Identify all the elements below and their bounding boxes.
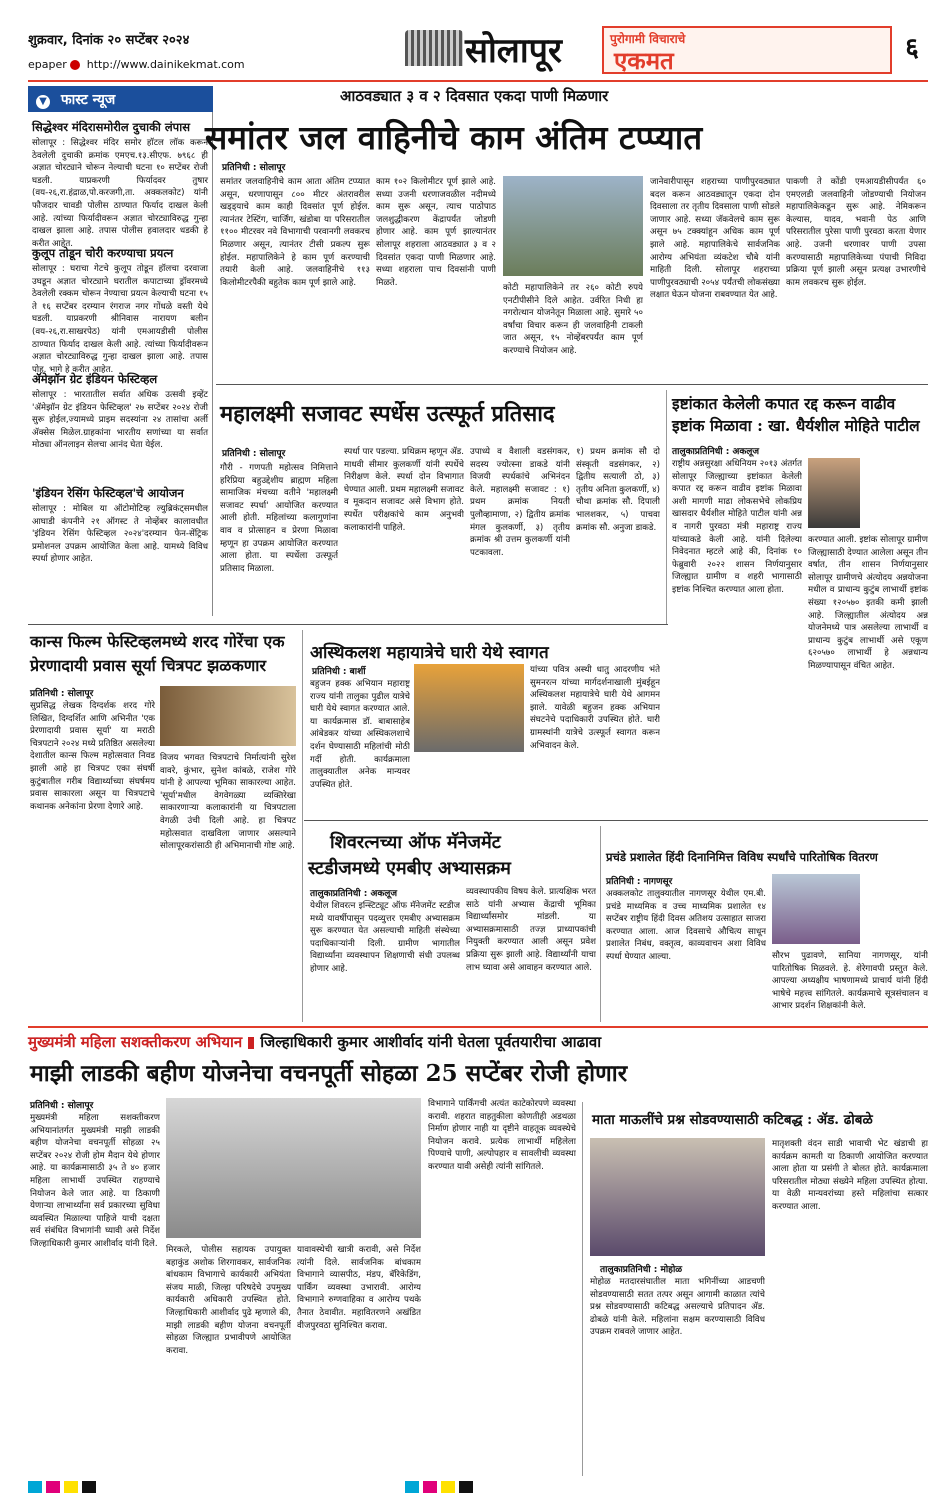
brief-body: सोलापूर : घराचा गेटचे कुलूप तोडून हॉलचा दरवाजा उघडून अज्ञात चोरट्याने घरातील कपाटाच्या ड्रॉवरमध्ये ठेवलेली रक्कम चोरून नेण्याचा प्रयत्न केल्याची घटना १५ ते १६ सप्टेंबर दरम्यान रंगराज नगर गोंधळे वस्ती येथे घडली. याप्रकरणी श्रीनिवास नारायण बलीन (वय-२६,रा.साखरपेठ) यांनी एमआयडीसी पोलीस ठाण्यात फिर्याद दाखल केली आहे. त्यांच्या फिर्यादीवरून अज्ञात चोरट्याविरुद्ध गुन्हा दाखल झाला आहे. तपास पोह. भागे हे करीत आहेत. xyxy=(32,264,208,375)
brief-title: ॲमेझॉन ग्रेट इंडियन फेस्टिव्हल xyxy=(32,372,158,386)
brief-body: सोलापूर : मोबिल या ऑटोमोटिव्ह ल्युब्रिकंट्समधील आघाडी कंपनीने २१ ऑगस्ट ते नोव्हेंबर कालावधीत 'इंडियन रेसिंग फेस्टिव्हल २०२४'दरम्यान फेन-सेंट्रिक प्रमोशनल उपक्रम आयोजित केला आहे. यामध्ये विविध स्पर्धा होणार आहेत. xyxy=(32,504,208,565)
building-icon xyxy=(405,30,463,66)
fast-news-title: फास्ट न्यूज xyxy=(60,92,116,108)
article-column: कोटी महापालिकेने तर २६० कोटी रुपये एनटीपीसीने दिले आहेत. उर्वरित निधी हा नगरोत्थान योजनेतून मिळाला आहे. सुमारे ५० वर्षांचा विचार करून ही जलवाहिनी टाकली जात असून, १५ नोव्हेंबरपर्यंत काम पूर्ण करण्याचे नियोजन आहे. xyxy=(503,283,643,356)
headline: माझी लाडकी बहीण योजनेचा वचनपूर्ती सोहळा 25 सप्टेंबर रोजी होणार xyxy=(30,1060,628,1087)
banner-topic: मुख्यमंत्री महिला सशक्तीकरण अभियान xyxy=(28,1033,243,1051)
fast-news-heading xyxy=(28,86,213,112)
headline: कान्स फिल्म फेस्टिव्हलमध्ये शरद गोरेंचा एक xyxy=(30,632,285,651)
headline: इष्टांक मिळावा : खा. धैर्यशील मोहिते पाटील xyxy=(672,416,920,435)
lead-headline: समांतर जल वाहिनीचे काम अंतिम टप्प्यात xyxy=(205,118,703,157)
city-title: सोलापूर xyxy=(465,31,562,71)
masthead-divider xyxy=(28,80,928,82)
article-column: काम १०२ किलोमीटर पूर्ण झाले आहे. सध्या उजनी धरणाजवळील नदीमध्ये काम सुरू असून, त्याच पाठोपाठ जलशुद्धीकरण केंद्रापर्यंत जोडणी होणार आहे. काम पूर्ण झाल्यानंतर सोलापूर शहराला आठवड्यात ३ व २ दिवसांत एकदा पाणी मिळणार आहे. सध्या शहराला पाच दिवसांनी पाणी मिळते. xyxy=(376,177,496,288)
article-column: यावावस्थेची खात्री करावी, असे निर्देश त्यांनी दिले. सार्वजनिक बांधकाम विभागाने व्यासपीठ, मंडप, बॅरिकेडिंग, पार्किंग व्यवस्था उभारावी. आरोग्य विभागाने रुग्णवाहिका व आरोग्य पथके तैनात ठेवावीत. महावितरणने अखंडित वीजपुरवठा सुनिश्चित करावा. xyxy=(297,1245,421,1331)
article-column: विजय भगवत चित्रपटाचे निर्मात्यांनी सुरेश वावरे, कुंभार, सुनेश कांबळे, राजेश गोरे यांनी हे आपल्या भूमिका साकारल्या आहेत. 'सूर्या'मधील वेगवेगळ्या व्यक्तिरेखा साकारणाऱ्या कलाकारांनी या चित्रपटाला वेगळी उंची दिली आहे. हा चित्रपट महोत्सवात दाखविला जाणार असल्याने सोलापूरकरांसाठी ही अभिमानाची गोष्ट आहे. xyxy=(160,753,296,852)
article-column: येथील शिवरत्न इन्स्टिट्यूट ऑफ मॅनेजमेंट स्टडीज मध्ये यावर्षीपासून पदव्युत्तर एमबीए अभ्यासक्रम सुरू करण्यात येत असल्याची माहिती संस्थेच्या पदाधिकाऱ्यांनी दिली. ग्रामीण भागातील विद्यार्थ्यांना व्यवस्थापन शिक्षणाची संधी उपलब्ध होणार आहे. xyxy=(310,901,460,974)
banner-separator xyxy=(248,1037,254,1049)
article-column: बहुजन हक्क अभियान महाराष्ट्र राज्य यांनी तालुका पुढील यात्रेचे घारी येथे स्वागत करण्यात आले. या कार्यक्रमास डॉ. बाबासाहेब आंबेडकर यांच्या अस्थिकलशाचे दर्शन घेण्यासाठी महिलांची मोठी गर्दी होती. कार्यक्रमाला तालुक्यातील अनेक मान्यवर उपस्थित होते. xyxy=(310,679,410,790)
byline: प्रतिनिधी : बार्शी xyxy=(312,667,366,677)
article-column: करण्यात आली. इष्टांक सोलापूर ग्रामीण जिल्ह्यासाठी देण्यात आलेला असून तीन वर्षात, तीन शासन निर्णयानुसार सोलापूर ग्रामीणचे अंत्योदय अन्नयोजना मधील व प्राधान्य कुटुंब लाभार्थी इष्टांक संख्या १२०५७० इतकी कमी झाली आहे. जिल्ह्यातील अंत्योदय अन्न योजनेमध्ये पात्र असलेल्या लाभार्थी व प्राधान्य कुटुंब लाभार्थी असे एकूण ६२०५७० लाभार्थी हे अन्नधान्य मिळण्यापासून वंचित आहेत. xyxy=(808,535,928,671)
article-column: यांच्या पवित्र अस्थी धातु आदरणीय भंते सुमनरत्न यांच्या मार्गदर्शनाखाली मुंबईहून अस्थिकलश महायात्रेचे घारी येथे आगमन झाले. यावेळी बहुजन हक्क अभियान संघटनेचे पदाधिकारी उपस्थित होते. घारी ग्रामस्थांनी यात्रेचे उत्स्फूर्त स्वागत करून अभिवादन केले. xyxy=(530,665,660,751)
column-rule xyxy=(302,630,303,1022)
article-column: पाकणी ते कोंडी एमआयडीसीपर्यंत ६० एमएलडी जलवाहिनी जोडण्याची नियोजन महापालिकेकडून सुरू आहे. नेमिकरून केल्यास, यादव, भवानी पेठ आणि परिसरातील पुरेसा पाणी पुरवठा करता येणार आहे. उजनी धरणावर पाणी उपसा करण्यासाठी महापालिकेच्या पंपाची निविदा प्रक्रिया पूर्ण झाली असून प्रत्यक्ष उभारणीचे काम लवकरच सुरू होईल. xyxy=(786,177,926,288)
headline: प्रचंडे प्रशालेत हिंदी दिनानिमित्त विविध स्पर्धांचे पारितोषिक वितरण xyxy=(606,850,878,864)
brand-tagline: पुरोगामी विचाराचे xyxy=(610,32,686,46)
brief-title: कुलूप तोडून चोरी करण्याचा प्रयत्न xyxy=(32,246,174,260)
brief-title: 'इंडियन रेसिंग फेस्टिव्हल'चे आयोजन xyxy=(32,486,184,500)
yellow-swatch xyxy=(441,1481,455,1493)
headline: महालक्ष्मी सजावट स्पर्धेस उत्स्फूर्त प्रतिसाद xyxy=(220,401,555,427)
section-divider xyxy=(216,384,928,385)
fast-news-sidebar xyxy=(28,86,213,616)
news-brief xyxy=(32,246,208,376)
byline: प्रतिनिधी : सोलापूर xyxy=(222,449,286,459)
website-link[interactable]: http://www.dainikekmat.com xyxy=(86,58,245,71)
news-brief xyxy=(32,120,208,250)
byline: प्रतिनिधी : सोलापूर xyxy=(30,1101,94,1111)
cyan-swatch xyxy=(28,1481,42,1493)
headline: शिवरत्नच्या ऑफ मॅनेजमेंट xyxy=(330,832,501,853)
byline: प्रतिनिधी : नागणसूर xyxy=(606,877,673,887)
banner-subtitle: जिल्हाधिकारी कुमार आशीर्वाद यांनी घेतला पूर्वतयारीचा आढावा xyxy=(260,1033,602,1051)
article-column: व्यवस्थापकीय विषय केले. प्रात्यक्षिक भरत साठे यांनी अभ्यास केंद्राची भूमिका विद्यार्थ्यांसमोर मांडली. या अभ्यासक्रमासाठी तज्ज्ञ प्राध्यापकांची नियुक्ती करण्यात आली असून प्रवेश प्रक्रिया सुरू झाली आहे. विद्यार्थ्यांनी याचा लाभ घ्यावा असे आवाहन करण्यात आले. xyxy=(466,887,596,973)
article-column: विभागाने पार्किंगची अत्यंत काटेकोरपणे व्यवस्था करावी. शहरात वाहतुकीला कोणतीही अडथळा निर्माण होणार नाही या दृष्टीने वाहतूक व्यवस्थेचे नियोजन करावे. प्रत्येक लाभार्थी महिलेला पिण्याचे पाणी, अल्पोपहार व सावलीची व्यवस्था करण्यात यावी असेही त्यांनी सांगितले. xyxy=(428,1099,576,1172)
article-column: १) प्रथम क्रमांक सौ दो संस्कृती वडसंगकर, २) द्वितीय सत्याली ठो, ३) तृतीय अनिता कुलकर्णी, ४) चौथा क्रमांक सौ. दिपाली भालशकर, ५) पाचवा क्रमांक सौ. अनुजा डाकडे. xyxy=(576,447,660,533)
brief-title: सिद्धेश्वर मंदिरासमोरील दुचाकी लंपास xyxy=(32,120,190,134)
brief-body: सोलापूर : भारतातील सर्वात अधिक उत्सवी इव्हेंट 'ॲमेझॉन ग्रेट इंडियन फेस्टिव्हल' २७ सप्टेंबर २०२४ रोजी सुरू होईल,ज्यामध्ये प्राइम सदस्यांना २४ तासांचा अर्ली ॲक्सेस मिळेल.ग्राहकांना भारतीय सणांच्या या सर्वात मोठ्या ऑनलाइन सेलचा आनंद घेता येईल. xyxy=(32,390,208,451)
page-number: ६ xyxy=(905,33,919,63)
article-column: समांतर जलवाहिनीचे काम आता अंतिम टप्प्यात असून, धरणापासून ८०० मीटर अंतरावरील खड्ड्याचे काम काही दिवसांत पूर्ण होईल. त्यानंतर टेस्टिंग, चार्जिंग, खंडोबा या परिसरातील ११०० मीटरवर नवे विभागाची परवानगी लवकरच मिळणार असून, त्यानंतर टीसी प्रकल्प सुरू होईल. महापालिकेने हे काम पूर्ण करण्याची तयारी केली आहे. जलवाहिनीचे ११३ किलोमीटरपैकी बहुतेक काम पूर्ण झाले आहे. xyxy=(220,177,370,288)
article-column: मिरकले, पोलीस सहायक उपायुक्त बहाकुंड अशोक शिरगावकर, सार्वजनिक बांधकाम विभागाचे कार्यकारी अभियंता संजय माळी, जिल्हा परिषदेचे उपमुख्य कार्यकारी अधिकारी उपस्थित होते. जिल्हाधिकारी आशीर्वाद पुढे म्हणाले की, माझी लाडकी बहीण योजना वचनपूर्ती सोहळा जिल्ह्यात प्रभावीपणे आयोजित करावा. xyxy=(166,1245,291,1356)
event-photo xyxy=(590,1138,765,1256)
mp-portrait-photo xyxy=(808,458,860,528)
black-swatch xyxy=(459,1481,473,1493)
article-column: गौरी - गणपती महोत्सव निमित्ताने हरिप्रिया बहुउद्देशीय ब्राह्मण महिला सामाजिक मंचच्या वतीने 'महालक्ष्मी सजावट स्पर्धा' आयोजित करण्यात आली होती. महिलांच्या कलागुणांना वाव व प्रोत्साहन व प्रेरणा मिळावा म्हणून हा उपक्रम आयोजित करण्यात आला होता. या स्पर्धेला उत्स्फूर्त प्रतिसाद मिळाला. xyxy=(220,463,338,574)
procession-photo xyxy=(414,664,524,752)
epaper-label: epaper xyxy=(28,58,67,71)
film-still-photo xyxy=(160,686,296,746)
article-column: जानेवारीपासून शहराच्या पाणीपुरवठ्यात बदल करून आठवड्यातून एकदा दोन दिवसाला तर तृतीय दिवसाला पाणी सोडले जाणार आहे. सध्या जॅकवेलचे काम सुरू असून ७५ टक्क्यांहून अधिक काम पूर्ण झाले आहे. महापालिकेचे सार्वजनिक आरोग्य अभियंता व्यंकटेश चौबे यांनी माहिती दिली. सोलापूर शहराच्या पाणीपुरवठ्याची २०५४ पर्यंतची लोकसंख्या लक्षात घेऊन योजना राबवण्यात येत आहे. xyxy=(650,177,780,301)
story-kicker: आठवड्यात ३ व २ दिवसात एकदा पाणी मिळणार xyxy=(340,87,609,105)
brand-logo xyxy=(602,26,892,74)
byline: प्रतिनिधी : सोलापूर xyxy=(30,689,94,699)
pipeline-photo xyxy=(503,176,643,276)
cyan-swatch xyxy=(405,1481,419,1493)
byline: तालुकाप्रतिनिधी : अकलूज xyxy=(672,447,760,457)
news-brief xyxy=(32,372,208,452)
epaper-line xyxy=(28,58,245,71)
award-photo xyxy=(772,874,860,944)
article-column: मातृशक्ती वंदन साडी भावाची भेट खंडाची हा कार्यक्रम कामती या ठिकाणी आयोजित करण्यात आला होता या प्रसंगी ते बोलत होते. कार्यक्रमाला परिसरातील मोठ्या संख्येने महिला उपस्थित होत्या. या वेळी मान्यवरांच्या हस्ते महिलांचा सत्कार करण्यात आला. xyxy=(772,1139,928,1212)
headline: अस्थिकलश महायात्रेचे घारी येथे स्वागत xyxy=(310,643,549,663)
article-column: उपाध्ये व वैशाली वडसंगकर, सदस्य ज्योत्स्ना डाकडे यांनी विजयी स्पर्धकांचे अभिनंदन केले. महालक्ष्मी सजावट : १) प्रथम क्रमांक नियती पुलौव्हामाणा, २) द्वितीय क्रमांक मंगल कुलकर्णी, ३) तृतीय क्रमांक श्री उत्तम कुलकर्णी यांनी पटकावला. xyxy=(470,447,570,558)
meeting-photo xyxy=(166,1098,421,1238)
magenta-swatch xyxy=(423,1481,437,1493)
article-column: मुख्यमंत्री महिला सशक्तीकरण अभियानांतर्गत मुख्यमंत्री माझी लाडकी बहीण योजनेचा वचनपूर्ती सोहळा २५ सप्टेंबर २०२४ रोजी होम मैदान येथे होणार आहे. या कार्यक्रमासाठी ३५ ते ४० हजार महिला लाभार्थी उपस्थित राहण्याचे नियोजन केले जात आहे. या ठिकाणी येणाऱ्या लाभार्थ्यांना सर्व प्रकारच्या सुविधा व्यवस्थित मिळाल्या पाहिजे याची दक्षता सर्व संबंधित विभागांनी घ्यावी असे निर्देश जिल्हाधिकारी कुमार आशीर्वाद यांनी दिले. xyxy=(30,1113,160,1249)
yellow-swatch xyxy=(64,1481,78,1493)
headline: इष्टांकात केलेली कपात रद्द करून वाढीव xyxy=(672,394,896,413)
byline: तालुकाप्रतिनिधी : मोहोळ xyxy=(600,1265,683,1275)
magenta-swatch xyxy=(46,1481,60,1493)
byline: तालुकाप्रतिनिधी : अकलूज xyxy=(310,889,398,899)
brief-body: सोलापूर : सिद्धेश्वर मंदिर समोर हॉटल लॉक करून ठेवलेली दुचाकी क्रमांक एमएच.१३.सीएफ. ७९६८ ही अज्ञात चोरट्याने चोरून नेल्याची घटना १० सप्टेंबर रोजी घडली. याप्रकरणी फिर्यादवर तुषार (वय-२६,रा.हंद्राळ,पो.करजगी,ता. अक्कलकोट) यांनी फौजदार चावडी पोलीस ठाण्यात फिर्याद दाखल केली आहे. त्यांच्या फिर्यादीवरून अज्ञात चोरट्याविरुद्ध गुन्हा दाखल झाला आहे. तपास पोलीस हवालदार धडकी हे करीत आहेत. xyxy=(32,138,208,249)
brand-name: एकमत xyxy=(614,46,674,75)
print-registration-marks xyxy=(0,1478,945,1492)
article-column: राष्ट्रीय अन्नसुरक्षा अधिनियम २०१३ अंतर्गत सोलापूर जिल्ह्याच्या इष्टांकात केलेली कपात रद्द करून वाढीव इष्टांक मिळावा अशी मागणी माढा लोकसभेचे लोकप्रिय खासदार धैर्यशील मोहिते पाटील यांनी अन्न व नागरी पुरवठा मंत्री महाराष्ट्र राज्य यांच्याकडे केली आहे. यांनी दिलेल्या निवेदनात म्हटले आहे की, दिनांक १० फेब्रुवारी २०२२ शासन निर्णयानुसार जिल्ह्यात ग्रामीण व शहरी भागासाठी इष्टांक निश्चित करण्यात आला होता. xyxy=(672,459,802,595)
black-swatch xyxy=(82,1481,96,1493)
column-rule xyxy=(600,826,601,1022)
article-column: अक्कलकोट तालुक्यातील नागणसूर येथील एम.बी. प्रचंडे माध्यमिक व उच्च माध्यमिक प्रशालेत १४ सप्टेंबर राष्ट्रीय हिंदी दिवस अतिशय उत्साहात साजरा करण्यात आला. आज दिवसाचे औचित्य साधून प्रशालेत निबंध, वक्तृत्व, काव्यवाचन अशा विविध स्पर्धा घेण्यात आल्या. xyxy=(606,889,766,962)
chevron-down-icon: ▼ xyxy=(36,95,50,109)
section-divider xyxy=(28,624,668,625)
column-rule xyxy=(666,390,667,624)
globe-icon xyxy=(70,60,80,70)
article-column: स्पर्धा पार पडल्या. प्रथिक्रम म्हणून ॲड. माधवी सीमार कुलकर्णी यांनी स्पर्धेचे निरीक्षण केले. स्पर्धा दोन विभागात घेण्यात आली. प्रथम महालक्ष्मी सजावट व मूकदान सजावट असे विभाग होते. स्पर्धेत परीक्षकांचे काम अनुभवी कलाकारांनी पाहिले. xyxy=(344,447,464,533)
headline: प्रेरणादायी प्रवास सूर्या चित्रपट झळकणार xyxy=(30,656,266,675)
byline: प्रतिनिधी : सोलापूर xyxy=(222,163,286,173)
issue-date: शुक्रवार, दिनांक २० सप्टेंबर २०२४ xyxy=(28,33,190,48)
section-divider xyxy=(304,820,928,821)
city-section-logo xyxy=(405,26,585,70)
headline: माता माऊलींचे प्रश्न सोडवण्यासाठी कटिबद्ध : ॲड. ढोबळे xyxy=(592,1112,873,1128)
article-column: सुप्रसिद्ध लेखक दिग्दर्शक शरद गोरे लिखित, दिग्दर्शित आणि अभिनीत 'एक प्रेरणादायी प्रवास सूर्या' या मराठी चित्रपटाने २०२४ मध्ये प्रतिष्ठित असलेल्या देशातील कान्स फिल्म महोत्सवात निवड झाली आहे हा चित्रपट एका संघर्षी कुटुंबातील गरीब विद्यार्थ्याच्या संघर्षमय प्रवास साकारला असून या चित्रपटाचे कथानक अनेकांना प्रेरणा देणारे आहे. xyxy=(30,701,155,812)
masthead xyxy=(0,0,945,76)
news-brief xyxy=(32,486,208,566)
column-rule xyxy=(582,1102,583,1476)
article-column: सौरभ पुढावणे, सानिया नागणसूर, यांनी पारितोषिक मिळवले. हे. शेरेगावपी प्रस्तुत केले. आपल्या अध्यक्षीय भाषणामध्ये प्राचार्य यांनी हिंदी भाषेचे महत्त्व सांगितले. कार्यक्रमाचे सूत्रसंचालन व आभार प्रदर्शन शिक्षकांनी केले. xyxy=(772,951,928,1012)
article-column: मोहोळ मतदारसंघातील माता भगिनींच्या आडचणी सोडवण्यासाठी सतत तत्पर असून आगामी काळात त्यांचे प्रश्न सोडवण्यासाठी कटिबद्ध असल्याचे प्रतिपादन ॲड. ढोबळे यांनी केले. महिलांना सक्षम करण्यासाठी विविध उपक्रम राबवले जाणार आहेत. xyxy=(590,1277,765,1338)
headline: स्टडीजमध्ये एमबीए अभ्यासक्रम xyxy=(308,858,511,879)
section-banner xyxy=(28,1026,928,1052)
